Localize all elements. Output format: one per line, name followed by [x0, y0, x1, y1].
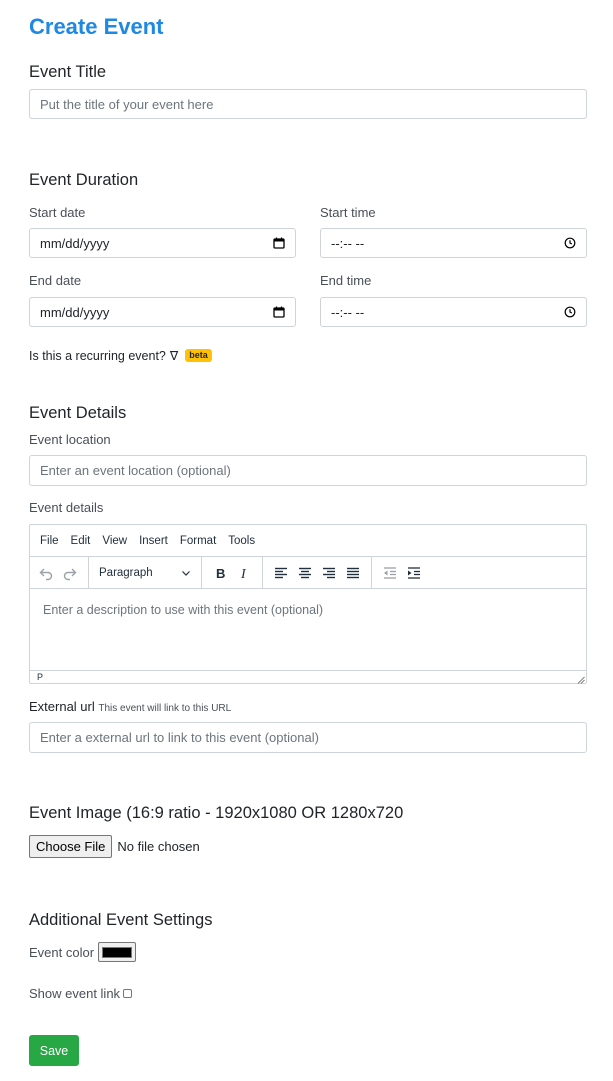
- start-time-label: Start time: [320, 205, 376, 220]
- rich-text-editor: [29, 524, 587, 684]
- file-input: [29, 835, 200, 858]
- menu-view[interactable]: View: [102, 534, 128, 547]
- editor-placeholder: Enter a description to use with this event (optional): [43, 603, 324, 617]
- start-time-input[interactable]: [320, 228, 587, 258]
- event-location-placeholder: Enter an event location (optional): [40, 463, 231, 478]
- beta-badge: beta: [185, 349, 212, 362]
- editor-menubar: [30, 525, 586, 557]
- page-title: Create Event: [29, 14, 164, 39]
- italic-icon[interactable]: [232, 561, 256, 585]
- element-path[interactable]: P: [37, 672, 44, 682]
- recurring-toggle[interactable]: [29, 348, 212, 363]
- end-time-input[interactable]: [320, 297, 587, 327]
- start-time-value: --:-- --: [331, 235, 365, 251]
- file-status: No file chosen: [117, 839, 200, 854]
- event-image-heading: Event Image (16:9 ratio - 1920x1080 OR 1280x720: [29, 804, 404, 822]
- expand-triangle-icon[interactable]: ∇: [169, 349, 179, 363]
- event-title-input[interactable]: [29, 89, 587, 119]
- editor-toolbar: [30, 557, 586, 589]
- clock-icon[interactable]: [564, 237, 576, 249]
- clock-icon[interactable]: [564, 306, 576, 318]
- menu-file[interactable]: File: [40, 534, 59, 547]
- additional-settings-heading: Additional Event Settings: [29, 911, 213, 929]
- external-url-label-row: [29, 699, 231, 714]
- show-event-link-row: [29, 986, 132, 1001]
- editor-content-area[interactable]: [30, 589, 586, 670]
- save-button[interactable]: Save: [29, 1035, 79, 1066]
- recurring-label: Is this a recurring event?: [29, 348, 166, 363]
- menu-insert[interactable]: Insert: [139, 534, 168, 547]
- event-color-label: Event color: [29, 944, 95, 960]
- end-date-label: End date: [29, 273, 82, 288]
- end-date-input[interactable]: [29, 297, 296, 327]
- svg-text:I: I: [241, 566, 246, 581]
- event-color-row: [29, 942, 136, 962]
- resize-handle-icon[interactable]: [577, 676, 585, 684]
- align-center-icon[interactable]: [293, 561, 317, 585]
- start-date-input[interactable]: [29, 228, 296, 258]
- chevron-down-icon: [181, 568, 191, 578]
- event-title-heading: Event Title: [29, 63, 107, 81]
- block-format-value: Paragraph: [99, 566, 153, 579]
- show-event-link-checkbox[interactable]: [123, 989, 132, 998]
- event-title-placeholder: Put the title of your event here: [40, 96, 214, 112]
- menu-tools[interactable]: Tools: [228, 534, 256, 547]
- choose-file-button[interactable]: Choose File: [29, 835, 112, 858]
- outdent-icon[interactable]: [378, 561, 402, 585]
- color-swatch-fill: [102, 947, 132, 958]
- external-url-hint: This event will link to this URL: [98, 703, 232, 714]
- svg-text:B: B: [216, 565, 226, 581]
- align-right-icon[interactable]: [317, 561, 341, 585]
- align-left-icon[interactable]: [269, 561, 293, 585]
- event-location-input[interactable]: [29, 455, 587, 486]
- start-date-value: mm/dd/yyyy: [40, 235, 110, 251]
- bold-icon[interactable]: [208, 561, 232, 585]
- end-time-label: End time: [320, 273, 372, 288]
- external-url-input[interactable]: [29, 722, 587, 753]
- align-justify-icon[interactable]: [341, 561, 365, 585]
- external-url-placeholder: Enter a external url to link to this event (optional): [40, 730, 319, 745]
- event-details-label: Event details: [29, 500, 104, 515]
- menu-format[interactable]: Format: [179, 534, 217, 547]
- show-event-link-label: Show event link: [29, 986, 121, 1001]
- event-color-picker[interactable]: [98, 942, 136, 962]
- end-time-value: --:-- --: [331, 304, 365, 320]
- event-details-heading: Event Details: [29, 404, 127, 422]
- end-date-value: mm/dd/yyyy: [40, 304, 110, 320]
- calendar-icon[interactable]: [273, 306, 285, 318]
- event-duration-heading: Event Duration: [29, 171, 139, 189]
- redo-icon[interactable]: [58, 561, 82, 585]
- menu-edit[interactable]: Edit: [70, 534, 91, 547]
- block-format-select[interactable]: [95, 561, 195, 585]
- editor-statusbar: [30, 670, 586, 685]
- event-location-label: Event location: [29, 432, 111, 447]
- indent-icon[interactable]: [402, 561, 426, 585]
- calendar-icon[interactable]: [273, 237, 285, 249]
- external-url-label: External url: [29, 699, 95, 714]
- undo-icon[interactable]: [34, 561, 58, 585]
- start-date-label: Start date: [29, 205, 86, 220]
